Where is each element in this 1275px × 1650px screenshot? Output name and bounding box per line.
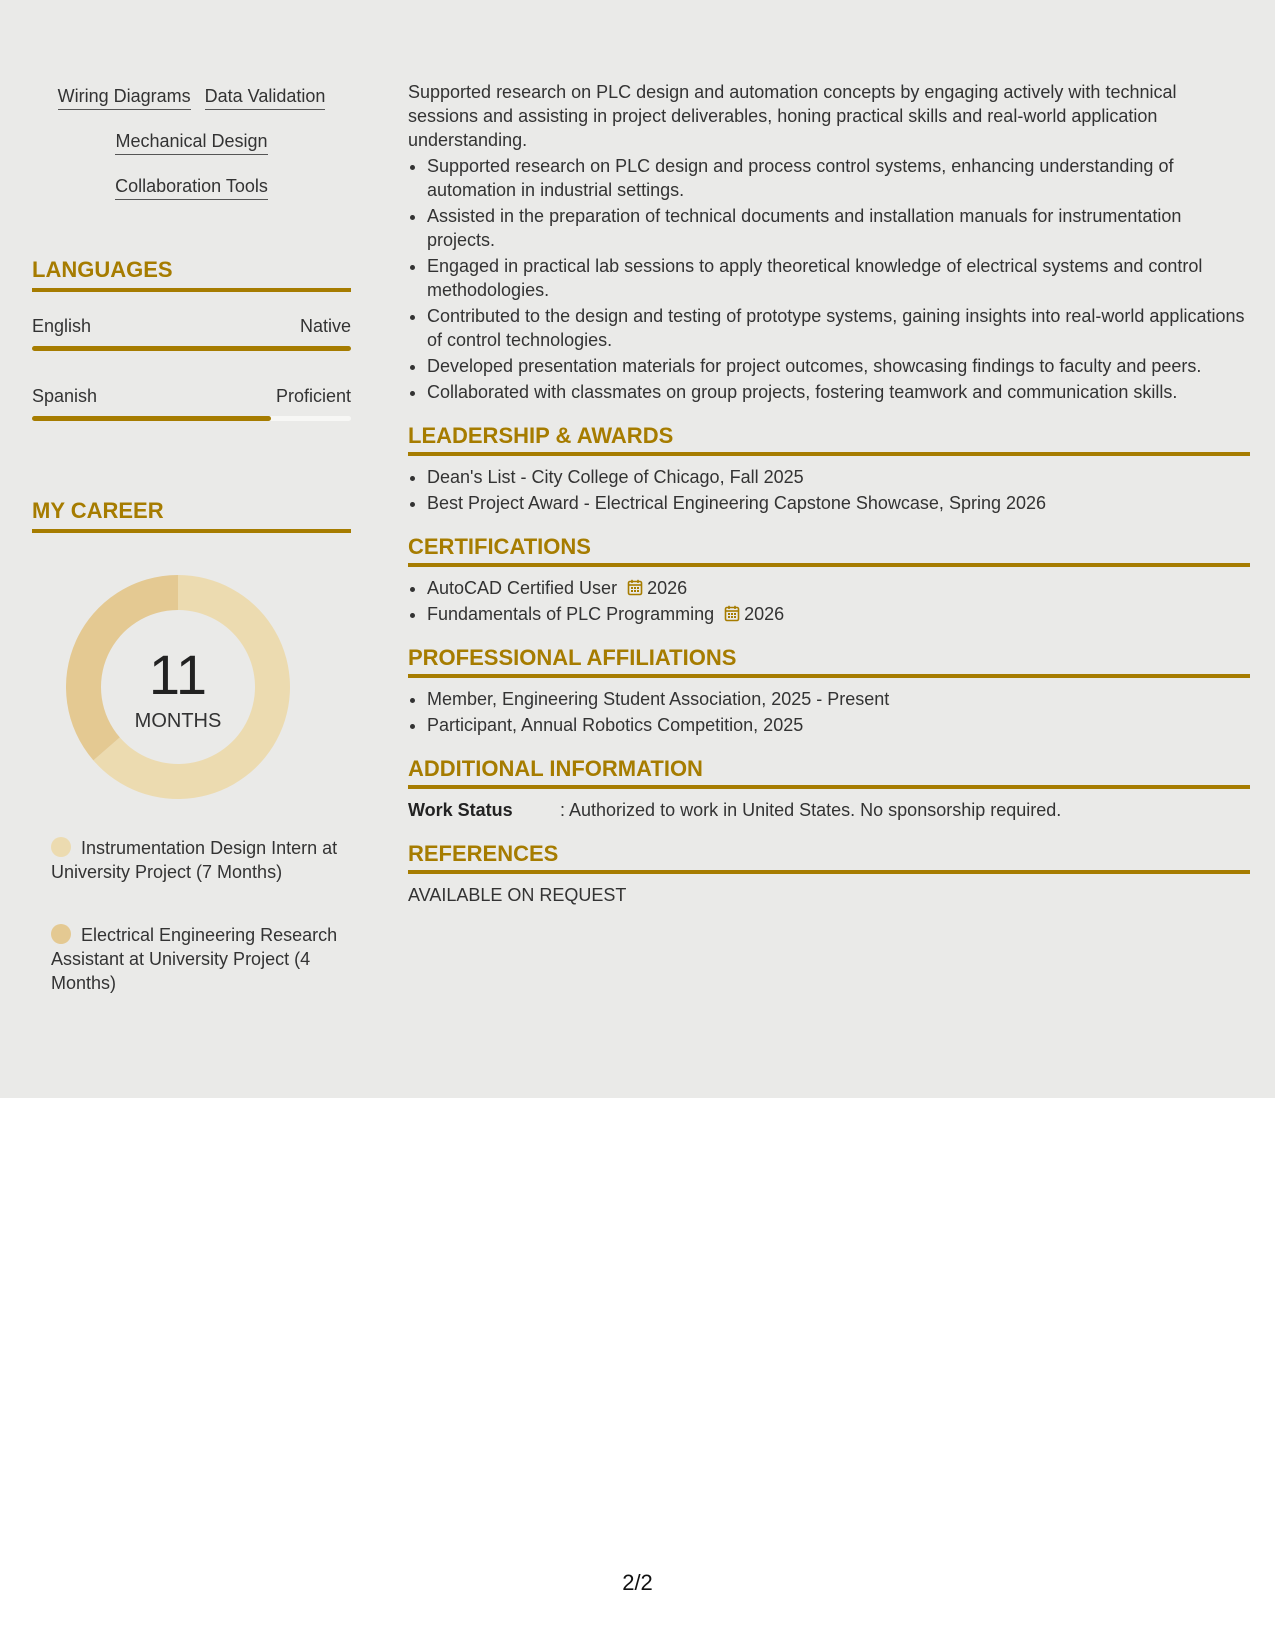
- experience-bullets: [427, 154, 1250, 404]
- certification-year: 2026: [744, 604, 785, 624]
- leadership-heading: LEADERSHIP & AWARDS: [408, 422, 1250, 456]
- affiliations-list: [427, 687, 1250, 737]
- languages-heading: LANGUAGES: [32, 256, 351, 292]
- work-status-row: [408, 798, 1250, 822]
- skill-tag: Collaboration Tools: [115, 174, 268, 200]
- career-donut-chart: [66, 575, 290, 799]
- certifications-heading: CERTIFICATIONS: [408, 533, 1250, 567]
- work-status-value: : Authorized to work in United States. No sponsorship required.: [560, 800, 1062, 820]
- leadership-item: • Best Project Award - Electrical Engineering Capstone Showcase, Spring 2026: [427, 491, 1250, 515]
- language-proficiency-bar: [32, 346, 351, 351]
- skill-tag: Mechanical Design: [115, 129, 267, 155]
- legend-label: Instrumentation Design Intern at University Project (7 Months): [51, 838, 338, 882]
- work-status-label: Work Status: [408, 800, 513, 820]
- affiliation-item: • Member, Engineering Student Association, 2025 - Present: [427, 687, 1250, 711]
- certification-name: Fundamentals of PLC Programming: [427, 604, 715, 624]
- certification-item: [427, 576, 1250, 600]
- skills-list: [32, 84, 351, 219]
- experience-summary: Supported research on PLC design and automation concepts by engaging actively with technical sessions and assisting in project deliverables, honing practical skills and real-world application understanding.: [408, 82, 1177, 150]
- language-proficiency-fill: [32, 346, 351, 351]
- language-level: Proficient: [275, 386, 351, 406]
- career-months-label: MONTHS: [134, 710, 222, 732]
- legend-dot: [51, 924, 71, 944]
- affiliations-heading: PROFESSIONAL AFFILIATIONS: [408, 644, 1250, 678]
- experience-bullet: • Engaged in practical lab sessions to apply theoretical knowledge of electrical systems and control methodologies.: [427, 254, 1250, 302]
- skills-row: [32, 174, 351, 219]
- language-level: Native: [299, 316, 351, 336]
- page-number: 2/2: [622, 1570, 653, 1595]
- experience-bullet: • Supported research on PLC design and process control systems, enhancing understanding of automation in industrial settings.: [427, 154, 1250, 202]
- skills-row: [32, 84, 351, 129]
- skill-tag: Data Validation: [205, 84, 326, 110]
- language-name: Spanish: [32, 386, 98, 406]
- career-legend-item: [51, 923, 341, 995]
- language-name: English: [32, 316, 92, 336]
- legend-label: Electrical Engineering Research Assistant at University Project (4 Months): [51, 925, 338, 993]
- calendar-icon: [724, 605, 740, 622]
- career-legend-item: [51, 836, 341, 884]
- career-total-months: 11: [148, 643, 208, 706]
- career-heading: MY CAREER: [32, 497, 351, 533]
- experience-bullet: • Collaborated with classmates on group projects, fostering teamwork and communication skills.: [427, 380, 1250, 404]
- right-column: [408, 80, 1250, 907]
- leadership-item: • Dean's List - City College of Chicago, Fall 2025: [427, 465, 1250, 489]
- experience-bullet: • Assisted in the preparation of technical documents and installation manuals for instrumentation projects.: [427, 204, 1250, 252]
- certification-name: AutoCAD Certified User: [427, 578, 618, 598]
- language-proficiency-fill: [32, 416, 271, 421]
- legend-dot: [51, 837, 71, 857]
- calendar-icon: [627, 579, 643, 596]
- certification-year: 2026: [647, 578, 688, 598]
- skill-tag: Wiring Diagrams: [58, 84, 191, 110]
- language-spanish: [32, 385, 351, 421]
- references-heading: REFERENCES: [408, 840, 1250, 874]
- leadership-list: [427, 465, 1250, 515]
- language-proficiency-bar: [32, 416, 351, 421]
- certifications-list: [427, 576, 1250, 626]
- experience-bullet: • Contributed to the design and testing of prototype systems, gaining insights into real-world applications of control technologies.: [427, 304, 1250, 352]
- certification-item: [427, 602, 1250, 626]
- language-english: [32, 315, 351, 351]
- references-text: AVAILABLE ON REQUEST: [408, 885, 627, 905]
- additional-info-heading: ADDITIONAL INFORMATION: [408, 755, 1250, 789]
- experience-bullet: • Developed presentation materials for project outcomes, showcasing findings to faculty and peers.: [427, 354, 1250, 378]
- affiliation-item: • Participant, Annual Robotics Competition, 2025: [427, 713, 1250, 737]
- skills-row: [32, 129, 351, 174]
